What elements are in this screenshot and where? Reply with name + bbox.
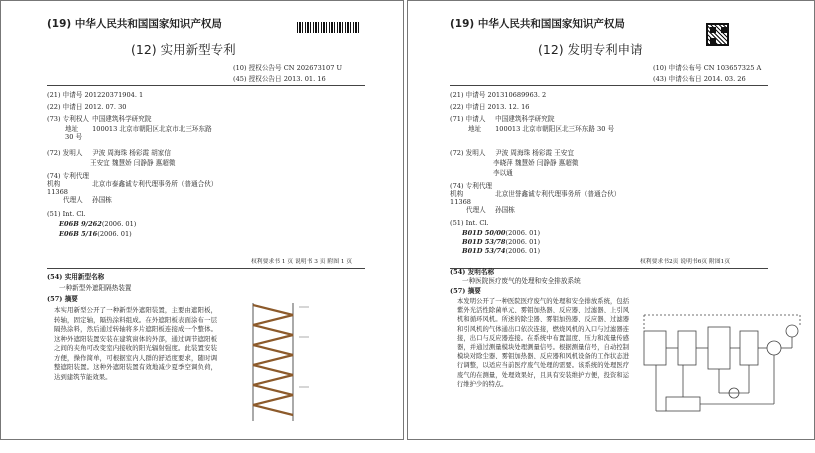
header-rule	[450, 85, 768, 86]
page-count-footer: 权利要求书 1 页 说明书 3 页 附图 1 页	[251, 259, 353, 265]
class-date: (2006. 01)	[505, 238, 541, 246]
pub-no: CN 202673107 U	[283, 64, 343, 72]
inventors-3: 李以通	[493, 169, 513, 177]
agent: 孙国栋	[92, 196, 112, 204]
address-label: 地址	[65, 125, 79, 133]
agency: 北京世誉鑫诚专利代理事务所（普通合伙）11368	[450, 190, 621, 206]
header-rule	[47, 85, 365, 86]
pub-date-line	[653, 75, 746, 83]
applicant-line	[450, 115, 554, 123]
app-date: (22) 申请日 2013. 12. 16	[450, 103, 530, 111]
class-3	[462, 247, 540, 255]
agency-line	[47, 172, 222, 196]
agency-line	[450, 182, 625, 206]
applicant: 中国建筑科学研究院	[495, 115, 555, 123]
invention-title: 一种医院医疗废气的处理和安全排放系统	[462, 277, 581, 285]
barcode	[297, 22, 359, 33]
page-count-footer: 权利要求书2页 说明书6页 附图1页	[640, 259, 731, 265]
office-name: (19) 中华人民共和国国家知识产权局	[450, 18, 625, 30]
doc-kind: (12) 实用新型专利	[131, 42, 236, 57]
app-no: (21) 申请号 201310689963. 2	[450, 91, 547, 99]
title-label: (54) 发明名称	[450, 268, 495, 276]
app-no: (21) 申请号 201220371904. 1	[47, 91, 144, 99]
class-code: E06B 5/16	[59, 230, 98, 238]
abstract-text: 本发明公开了一种医院医疗废气的处理和安全排放系统，包括紫外光活性除菌单元、雾钼加热器、反应器、过滤器、上引风机和循环风机。所述的除尘器、雾钼加热器、反应器、过滤器和引风机的气体通出口依次连接，燃烧风机的入口与过滤器连接，出口与反应器连接。在系统中布置温度、压力和流量传感器，并通过测量模块处理测量信号。根据测量信号，自动控制模块对除尘器、雾钼加热器、反应器和风机设备的工作状态进行调整，以适应当前医疗废气处理的需要。该系统的处理医疗废气的在测量，处理效果好，且具有安装维护方便，投资和运行维护少的特点。	[457, 298, 629, 388]
agent: 孙国栋	[495, 206, 515, 214]
class-date: (2006. 01)	[101, 220, 137, 228]
inventors-line	[47, 149, 171, 157]
abstract-label: (57) 摘要	[47, 295, 78, 303]
class-2	[59, 230, 132, 238]
system-schematic	[636, 301, 808, 431]
class-1	[59, 220, 136, 228]
abstract-label: (57) 摘要	[450, 287, 481, 295]
inventors-line	[450, 149, 574, 157]
pub-no: CN 103657325 A	[703, 64, 762, 72]
address: 100013 北京市朝阳区北京市北三环东路 30 号	[65, 125, 212, 141]
patentee: 中国建筑科学研究院	[92, 115, 152, 123]
agent-label: 代理人	[466, 206, 486, 214]
inventors-1: 尹波 周海珠 杨彩霞 王安宜	[495, 149, 574, 157]
address: 100013 北京市朝阳区北三环东路 30 号	[495, 125, 615, 133]
int-cl: (51) Int. Cl.	[47, 210, 86, 218]
office-name: (19) 中华人民共和国国家知识产权局	[47, 18, 222, 30]
footer-rule	[47, 268, 365, 269]
pub-no-line	[653, 64, 761, 72]
inventors-label: (72) 发明人	[47, 149, 83, 157]
patentee-line	[47, 115, 151, 123]
agency-label: (74) 专利代理机构	[47, 172, 90, 188]
agent-line	[466, 206, 515, 214]
louvre-drawing	[241, 297, 316, 427]
class-1	[462, 229, 540, 237]
pub-date-line	[233, 75, 326, 83]
pub-no-label: (10) 授权公告号	[233, 64, 282, 72]
footer-rule	[450, 268, 768, 269]
class-date: (2006. 01)	[505, 247, 541, 255]
abstract-text: 本实用新型公开了一种新型外遮阳装置，主要由遮阳板，转轴，固定轴，隔热涂料组成。在外遮阳板表面涂布一层隔热涂料，然后通过转轴将多片遮阳板连接成一个整体。这种外遮阳装置安装在建筑窗体的外部，通过调节遮阳板之间的夹角可改变室内接收的阳光辐射强度。此装置安装方便，操作简单，可根据室内人群的舒适度要求，随时调整遮阳装置。这种外遮阳装置有效地减少夏季空调负荷，达到建筑节能效果。	[54, 306, 217, 381]
agency-label: (74) 专利代理机构	[450, 182, 493, 198]
utility-title: 一种新型外遮阳隔热装置	[59, 284, 132, 292]
inventors-label: (72) 发明人	[450, 149, 486, 157]
pub-date-label: (45) 授权公告日	[233, 75, 282, 83]
class-date: (2006. 01)	[505, 229, 541, 237]
pub-date: 2014. 03. 26	[703, 75, 746, 83]
left-patent-document	[0, 0, 404, 440]
pub-date-label: (43) 申请公布日	[653, 75, 702, 83]
title-label: (54) 实用新型名称	[47, 273, 105, 281]
right-patent-document	[407, 0, 815, 440]
patentee-label: (73) 专利权人	[47, 115, 90, 123]
address-line	[65, 125, 215, 141]
class-code: B01D 53/74	[462, 247, 506, 255]
class-date: (2006. 01)	[97, 230, 132, 238]
inventors-2: 李晓萍 魏慧娇 闫静静 惠超微	[493, 159, 579, 167]
class-2	[462, 238, 540, 246]
int-cl: (51) Int. Cl.	[450, 219, 489, 227]
agency: 北京市泰鑫诚专利代理事务所（普通合伙）11368	[47, 180, 218, 196]
inventors-2: 王安宜 魏慧娇 闫静静 惠超微	[90, 159, 176, 167]
class-code: B01D 50/00	[462, 229, 506, 237]
class-code: E06B 9/262	[59, 220, 102, 228]
address-line	[468, 125, 618, 133]
pub-no-line	[233, 64, 342, 72]
address-label: 地址	[468, 125, 482, 133]
inventors-1: 尹波 周海珠 杨彩霞 胡家信	[92, 149, 171, 157]
qr-code	[706, 23, 729, 46]
app-date: (22) 申请日 2012. 07. 30	[47, 103, 127, 111]
applicant-label: (71) 申请人	[450, 115, 486, 123]
doc-kind: (12) 发明专利申请	[538, 42, 643, 57]
class-code: B01D 53/78	[462, 238, 506, 246]
agent-line	[63, 196, 112, 204]
pub-date: 2013. 01. 16	[283, 75, 326, 83]
pub-no-label: (10) 申请公布号	[653, 64, 702, 72]
agent-label: 代理人	[63, 196, 83, 204]
